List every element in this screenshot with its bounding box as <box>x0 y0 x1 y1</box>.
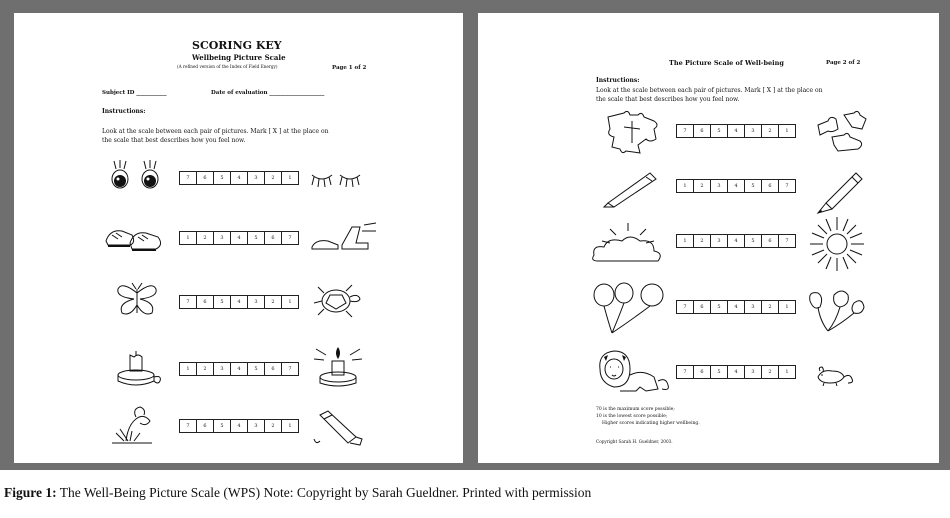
subject-id-field: Subject ID ___________ <box>102 90 167 96</box>
page1-instructions-heading: Instructions: <box>102 108 146 115</box>
bright-sun-picture <box>808 215 866 273</box>
scale-row-p2-4[interactable] <box>676 300 796 314</box>
scale-cell[interactable]: 3 <box>248 420 265 432</box>
copyright-note: Copyright Sarah H. Gueldner, 2003. <box>596 439 673 444</box>
scale-cell[interactable]: 4 <box>231 420 248 432</box>
balloons-full-picture <box>590 281 666 337</box>
date-of-evaluation-field: Date of evaluation ____________________ <box>211 90 325 96</box>
worn-shoes-picture <box>308 219 378 255</box>
scale-cell[interactable]: 5 <box>711 301 728 313</box>
paint-tube-picture <box>310 409 368 447</box>
turtle-picture <box>310 281 364 321</box>
closed-eyes-picture <box>310 167 366 191</box>
scale-cell[interactable]: 2 <box>197 363 214 375</box>
scale-cell[interactable]: 7 <box>677 366 694 378</box>
scale-cell[interactable]: 4 <box>231 363 248 375</box>
figure-caption <box>4 485 591 501</box>
picture-scale-page <box>478 13 939 463</box>
scale-cell[interactable]: 4 <box>231 232 248 244</box>
scale-cell[interactable]: 6 <box>265 232 282 244</box>
scale-cell[interactable]: 2 <box>762 366 779 378</box>
scale-cell[interactable]: 1 <box>677 180 694 192</box>
scale-cell[interactable]: 3 <box>711 180 728 192</box>
scale-cell[interactable]: 2 <box>762 125 779 137</box>
scale-cell[interactable]: 6 <box>197 420 214 432</box>
scale-cell[interactable]: 6 <box>694 125 711 137</box>
puzzle-pieces-together-picture <box>602 107 666 157</box>
page2-title: The Picture Scale of Well-being <box>669 59 784 67</box>
scale-cell[interactable]: 3 <box>745 125 762 137</box>
scale-cell[interactable]: 7 <box>677 125 694 137</box>
scale-cell[interactable]: 5 <box>745 180 762 192</box>
scale-cell[interactable]: 2 <box>694 235 711 247</box>
page1-subtitle: Wellbeing Picture Scale <box>192 53 286 62</box>
scale-cell[interactable]: 6 <box>694 366 711 378</box>
scale-row-1[interactable] <box>179 171 299 185</box>
score-note-higher: Higher scores indicating higher wellbeing. <box>602 421 700 426</box>
scale-cell[interactable]: 6 <box>694 301 711 313</box>
scale-cell[interactable]: 7 <box>677 301 694 313</box>
scale-cell[interactable]: 5 <box>214 296 231 308</box>
score-note-max: 70 is the maximum score possible; <box>596 407 675 412</box>
mouse-picture <box>814 363 856 387</box>
scale-cell[interactable]: 2 <box>694 180 711 192</box>
scale-cell[interactable]: 3 <box>745 366 762 378</box>
figure-caption-text: The Well-Being Picture Scale (WPS) Note: Copyright by Sarah Gueldner. Printed with permission <box>56 485 592 500</box>
figure-label: Figure 1: <box>4 485 57 500</box>
scale-cell[interactable]: 3 <box>214 232 231 244</box>
scale-cell[interactable]: 5 <box>248 363 265 375</box>
page2-instructions-line2: the scale that best describes how you feel now. <box>596 96 740 103</box>
scale-cell[interactable]: 1 <box>288 175 292 181</box>
scale-cell[interactable]: 1 <box>288 299 292 305</box>
scale-cell[interactable]: 4 <box>231 172 248 184</box>
scale-cell[interactable]: 3 <box>711 235 728 247</box>
scale-cell[interactable]: 1 <box>180 363 197 375</box>
scale-cell[interactable]: 6 <box>197 296 214 308</box>
scale-cell[interactable]: 3 <box>248 296 265 308</box>
scale-cell[interactable]: 1 <box>785 369 789 375</box>
scale-cell[interactable]: 7 <box>180 296 197 308</box>
puzzle-pieces-apart-picture <box>814 109 872 153</box>
scale-cell[interactable]: 1 <box>677 235 694 247</box>
scale-cell[interactable]: 1 <box>288 423 292 429</box>
scale-cell[interactable]: 7 <box>180 172 197 184</box>
scale-cell[interactable]: 5 <box>214 172 231 184</box>
scale-cell[interactable]: 4 <box>728 180 745 192</box>
cloud-sun-picture <box>588 219 668 267</box>
scale-cell[interactable]: 2 <box>265 296 282 308</box>
scale-row-p2-1[interactable] <box>676 124 796 138</box>
scale-cell[interactable]: 7 <box>785 238 789 244</box>
scale-cell[interactable]: 7 <box>180 420 197 432</box>
scale-cell[interactable]: 4 <box>728 235 745 247</box>
sharp-pencil-picture <box>814 169 866 215</box>
scale-cell[interactable]: 3 <box>248 172 265 184</box>
running-shoes-picture <box>104 221 166 255</box>
scale-row-2[interactable] <box>179 231 299 245</box>
scale-row-3[interactable] <box>179 295 299 309</box>
butterfly-picture <box>114 281 160 319</box>
scale-cell[interactable]: 6 <box>197 172 214 184</box>
open-eyes-picture <box>108 157 168 193</box>
scale-cell[interactable]: 7 <box>288 235 292 241</box>
lion-picture <box>596 347 676 397</box>
page1-instructions-line2: the scale that best describes how you feel now. <box>102 137 246 144</box>
page1-page-label: Page 1 of 2 <box>332 65 367 71</box>
scale-cell[interactable]: 6 <box>265 363 282 375</box>
unlit-candle-picture <box>114 349 164 387</box>
scale-row-5[interactable] <box>179 419 299 433</box>
page2-instructions-heading: Instructions: <box>596 77 640 84</box>
wilted-flower-picture <box>106 403 158 445</box>
score-note-min: 10 is the lowest score possible; <box>596 414 668 419</box>
scale-cell[interactable]: 5 <box>745 235 762 247</box>
scale-cell[interactable]: 3 <box>745 301 762 313</box>
page2-instructions-line1: Look at the scale between each pair of pictures. Mark [ X ] at the place on <box>596 87 823 94</box>
balloons-deflated-picture <box>804 287 868 337</box>
scale-cell[interactable]: 1 <box>785 304 789 310</box>
scale-cell[interactable]: 4 <box>728 125 745 137</box>
scale-cell[interactable]: 2 <box>762 301 779 313</box>
scale-cell[interactable]: 4 <box>728 301 745 313</box>
page1-title: SCORING KEY <box>192 39 282 52</box>
lit-candle-picture <box>312 343 364 387</box>
scale-cell[interactable]: 2 <box>197 232 214 244</box>
scale-cell[interactable]: 6 <box>762 235 779 247</box>
scale-cell[interactable]: 5 <box>711 125 728 137</box>
page1-instructions-line1: Look at the scale between each pair of pictures. Mark [ X ] at the place on <box>102 128 329 135</box>
scale-cell[interactable]: 4 <box>728 366 745 378</box>
scale-row-p2-5[interactable] <box>676 365 796 379</box>
scale-cell[interactable]: 3 <box>214 363 231 375</box>
scale-cell[interactable]: 5 <box>248 232 265 244</box>
scale-row-p2-3[interactable] <box>676 234 796 248</box>
scale-cell[interactable]: 5 <box>711 366 728 378</box>
page2-page-label: Page 2 of 2 <box>826 60 861 66</box>
scale-cell[interactable]: 4 <box>231 296 248 308</box>
scale-cell[interactable]: 7 <box>785 183 789 189</box>
scale-cell[interactable]: 6 <box>762 180 779 192</box>
scale-cell[interactable]: 2 <box>265 172 282 184</box>
dull-pencil-picture <box>602 169 662 209</box>
page1-note: (A refined version of the Index of Field Energy) <box>177 64 278 69</box>
scale-cell[interactable]: 5 <box>214 420 231 432</box>
scale-cell[interactable]: 2 <box>265 420 282 432</box>
scoring-key-page <box>14 13 463 463</box>
scale-cell[interactable]: 1 <box>785 128 789 134</box>
scale-row-p2-2[interactable] <box>676 179 796 193</box>
scale-cell[interactable]: 7 <box>288 366 292 372</box>
scale-cell[interactable]: 1 <box>180 232 197 244</box>
scale-row-4[interactable] <box>179 362 299 376</box>
